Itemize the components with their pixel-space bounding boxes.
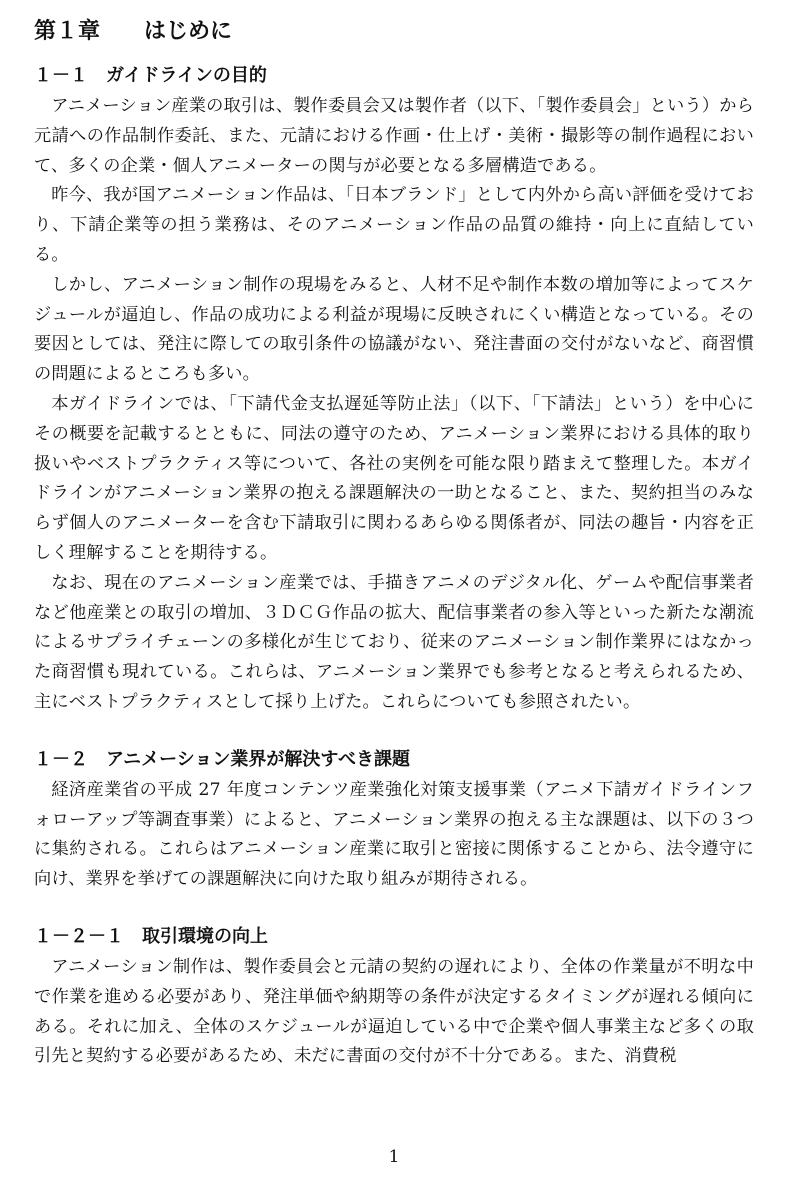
paragraph: 昨今、我が国アニメーション作品は、「日本ブランド」として内外から高い評価を受けており、下請企業等の担う業務は、そのアニメーション作品の品質の維持・向上に直結している。 bbox=[34, 185, 754, 265]
paragraph: アニメーション制作は、製作委員会と元請の契約の遅れにより、全体の作業量が不明な中で作業を進める必要があり、発注単価や納期等の条件が決定するタイミングが遅れる傾向にある。それに加え、全体のスケジュールが逼迫している中で企業や個人事業主など多くの取引先と契約する必要があるため、未だに書面の交付が不十分である。また、消費税 bbox=[34, 956, 755, 1067]
paragraph: しかし、アニメーション制作の現場をみると、人材不足や制作本数の増加等によってスケジュールが逼迫し、作品の成功による利益が現場に反映されにくい構造となっている。その要因としては、発注に際しての取引条件の協議がない、発注書面の交付がないなど、商習慣の問題によるところも多い。 bbox=[34, 274, 754, 385]
paragraph: 経済産業省の平成 27 年度コンテンツ産業強化対策支援事業（アニメ下請ガイドラインフォローアップ等調査事業）によると、アニメーション業界の抱える主な課題は、以下の３つに集約される。これらはアニメーション産業に取引と密接に関係することから、法令遵守に向け、業界を挙げての課題解決に向けた取り組みが期待される。 bbox=[34, 779, 754, 890]
paragraph: アニメーション産業の取引は、製作委員会又は製作者（以下、「製作委員会」という）から元請への作品制作委託、また、元請における作画・仕上げ・美術・撮影等の制作過程において、多くの企業・個人アニメーターの関与が必要となる多層構造である。 bbox=[34, 96, 754, 176]
page-number: 1 bbox=[388, 1147, 400, 1167]
chapter-title: 第１章 はじめに bbox=[34, 19, 233, 44]
paragraph: なお、現在のアニメーション産業では、手描きアニメのデジタル化、ゲームや配信事業者など他産業との取引の増加、３ＤＣＧ作品の拡大、配信事業者の参入等といった新たな潮流によるサプライチェーンの多様化が生じており、従来のアニメーション制作業界にはなかった商習慣も現れている。これらは、アニメーション業界でも参考となると考えられるため、主にベストプラクティスとして採り上げた。これらについても参照されたい。 bbox=[34, 572, 754, 712]
section-heading-1-1: １－１ ガイドラインの目的 bbox=[34, 65, 267, 86]
section-spacer bbox=[34, 895, 754, 921]
paragraph: 本ガイドラインでは、「下請代金支払遅延等防止法」（以下、「下請法」という）を中心にその概要を記載するとともに、同法の遵守のため、アニメーション業界における具体的取り扱いやベストプラクティス等について、各社の実例を可能な限り踏まえて整理した。本ガイドラインがアニメーション業界の抱える課題解決の一助となること、また、契約担当のみならず個人のアニメーターを含む下請取引に関わるあらゆる関係者が、同法の趣旨・内容を正しく理解することを期待する。 bbox=[34, 393, 754, 563]
document-page bbox=[34, 14, 754, 1072]
section-spacer bbox=[34, 718, 754, 744]
section-heading-1-2: １－２ アニメーション業界が解決すべき課題 bbox=[34, 748, 411, 770]
section-heading-1-2-1: １－２－１ 取引環境の向上 bbox=[34, 925, 268, 947]
